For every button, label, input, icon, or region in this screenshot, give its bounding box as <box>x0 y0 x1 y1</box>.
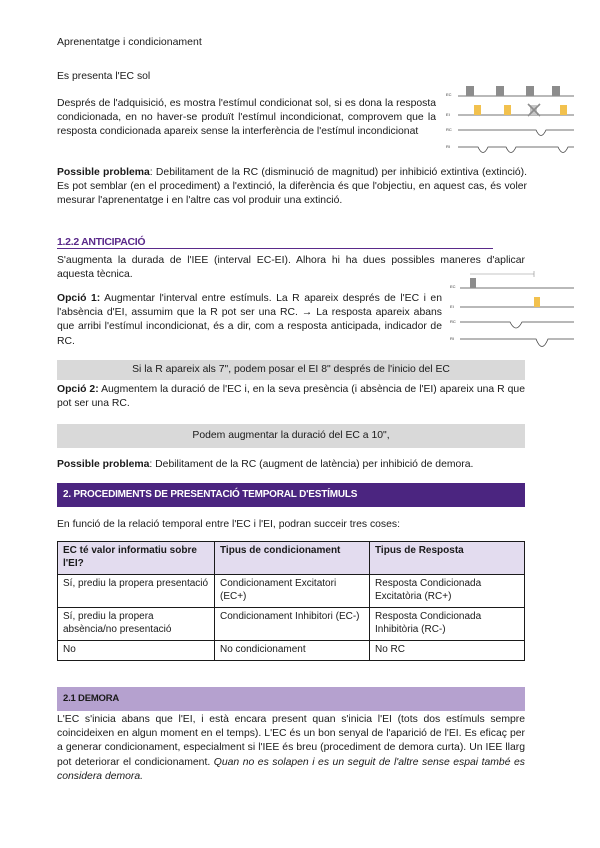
table-cell: Sí, prediu la propera presentació <box>58 575 215 608</box>
ri-trace <box>458 147 574 153</box>
table-cell: Condicionament Inhibitori (EC-) <box>215 608 370 641</box>
anticipacio-opcio2 <box>57 383 525 411</box>
anticipacio-heading: 1.2.2 ANTICIPACIÓ <box>57 236 146 248</box>
rc-trace <box>460 322 574 328</box>
ec-sol-problem-text: : Debilitament de la RC (disminució de magnitud) per inhibició extintiva (extinció). Es pot semblar (en el procediment) a l'extinció, la diferència és que l'objectiu, en aquest cas, és voler mesurar l'aprenentatge i en l'altre cas vol produir una extinció. <box>57 167 528 207</box>
ri-trace <box>460 339 574 347</box>
anticipacio-example-box-2: Podem augmentar la duració del EC a 10", <box>57 424 525 448</box>
demora-text: L'EC s'inicia abans que l'EI, i està encara present quan s'inicia l'EI (tots dos estímuls sempre coincideixen en algun moment en el temps). L'EC és un bon senyal de l'aparició de l'EI. Es eficaç per a generar condicionament, especialment si l'IEE és breu (procediment de demora curta). Un IEE llarg pot deteriorar el condicionament. <box>57 714 525 768</box>
anticipacio-problem <box>57 458 525 472</box>
ec-block <box>470 278 476 288</box>
ei-block <box>504 105 511 115</box>
anticipacio-heading-rule <box>57 248 493 249</box>
ec-sol-lead: Es presenta l'EC sol <box>57 71 151 82</box>
table-header-cell: EC té valor informatiu sobre l'EI? <box>58 542 215 575</box>
table-cell: No RC <box>370 641 525 661</box>
demora-italic-note: Quan no es solapen i es un seguit de l'altre sense espai també es considera demora. <box>57 756 525 782</box>
ec-block <box>466 86 474 96</box>
page-header: Aprenentatge i condicionament <box>57 36 202 48</box>
ec-sol-paragraph: Després de l'adquisició, es mostra l'estímul condicionat sol, si es dona la resposta condicionada, en no haver-se produït l'estímul incondicionat, comprovem que la resposta condicionada apareix sense la interferència de l'estímul incondicionat <box>57 98 436 138</box>
opcio1-label: Opció 1: <box>57 293 101 304</box>
opcio1-text: Augmentar l'interval entre estímuls. La R apareix després de l'EC i en l'absència d'EI, assumim que la R pot ser una RC. → La resposta apareix abans que arribi l'estímul incondicionat, és a dir, com a resposta anticipada, indicador de RC. <box>57 293 442 347</box>
table-cell: Resposta Condicionada Inhibitòria (RC-) <box>370 608 525 641</box>
table-row <box>58 641 525 661</box>
diagram1-label-rc: RC <box>446 127 452 132</box>
ei-block <box>534 297 540 307</box>
rc-trace <box>458 130 574 136</box>
ei-block <box>560 105 567 115</box>
table-header-cell: Tipus de condicionament <box>215 542 370 575</box>
ec-block <box>526 86 534 96</box>
table-cell: Sí, prediu la propera absència/no presentació <box>58 608 215 641</box>
opcio2-label: Opció 2: <box>57 384 99 395</box>
section-2-1-paragraph <box>57 713 525 784</box>
ec-sol-problem-label: Possible problema <box>57 167 150 178</box>
table-row <box>58 575 525 608</box>
diagram2-label-ec: EC <box>450 284 456 289</box>
ec-block <box>496 86 504 96</box>
ec-sol-problem <box>57 166 527 209</box>
anticipacio-example-box-1: Si la R apareix als 7", podem posar el EI 8" després de l'inicio del EC <box>57 360 525 380</box>
ei-block <box>474 105 481 115</box>
diagram1-label-ei: EI <box>446 112 450 117</box>
table-cell: Resposta Condicionada Excitatòria (RC+) <box>370 575 525 608</box>
diagram2-label-ri: RI <box>450 336 454 341</box>
table-row <box>58 608 525 641</box>
anticipacio-opcio1 <box>57 292 442 349</box>
anticipacio-problem-text: : Debilitament de la RC (augment de latència) per inhibició de demora. <box>149 459 474 470</box>
anticipacio-timeline-diagram <box>448 268 576 356</box>
section-2-1-heading: 2.1 DEMORA <box>57 687 525 711</box>
section-2-heading: 2. PROCEDIMENTS DE PRESENTACIÓ TEMPORAL D'ESTÍMULS <box>57 483 525 507</box>
table-cell: Condicionament Excitatori (EC+) <box>215 575 370 608</box>
diagram1-label-ec: EC <box>446 92 452 97</box>
diagram2-label-ei: EI <box>450 304 454 309</box>
table-cell: No condicionament <box>215 641 370 661</box>
diagram2-label-rc: RC <box>450 319 456 324</box>
diagram1-label-ri: RI <box>446 144 450 149</box>
anticipacio-intro: S'augmenta la durada de l'IEE (interval EC-EI). Alhora hi ha dues possibles maneres d'aplicar aquesta tècnica. <box>57 255 525 281</box>
opcio2-text: Augmentem la duració de l'EC i, en la seva presència (i absència de l'EI) apareix una R que pot ser una RC. <box>57 384 525 410</box>
conditioning-table <box>57 541 525 661</box>
section-2-intro: En funció de la relació temporal entre l'EC i l'EI, podran succeir tres coses: <box>57 519 400 530</box>
ec-sol-timeline-diagram <box>444 82 576 168</box>
table-header-row <box>58 542 525 575</box>
ec-block <box>552 86 560 96</box>
table-header-cell: Tipus de Resposta <box>370 542 525 575</box>
anticipacio-problem-label: Possible problema <box>57 459 150 470</box>
table-cell: No <box>58 641 215 661</box>
